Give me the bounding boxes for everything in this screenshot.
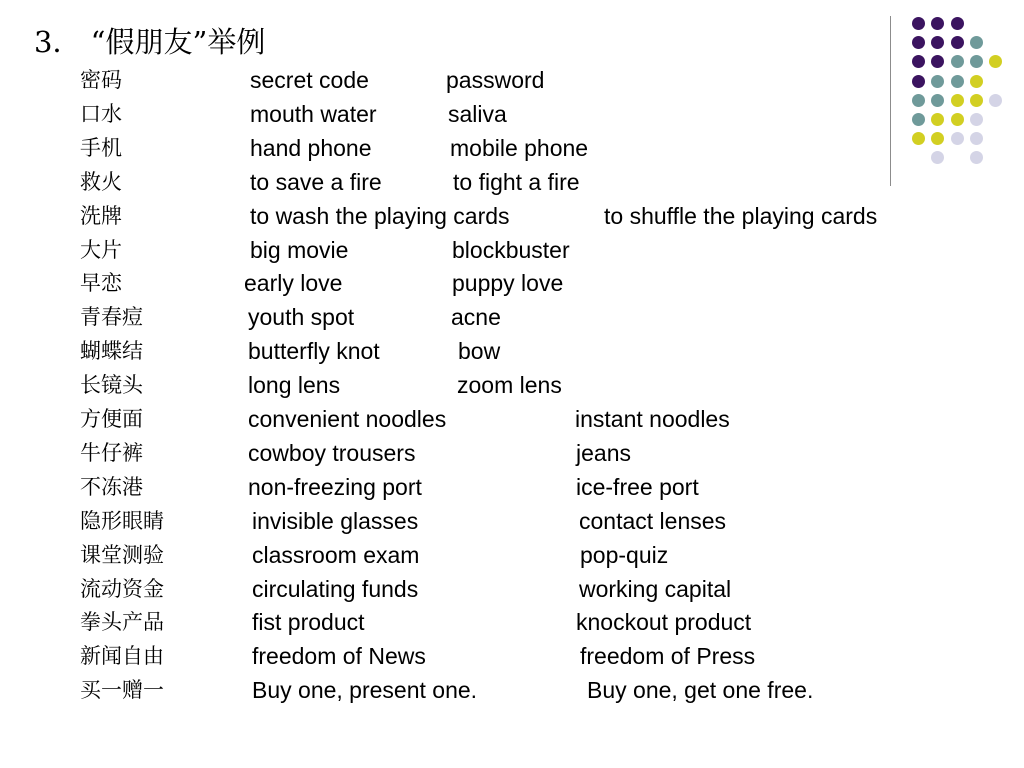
correct-translation: to fight a fire (453, 168, 580, 195)
correct-translation: jeans (576, 439, 631, 466)
correct-translation: ice-free port (576, 473, 699, 500)
literal-translation: early love (244, 270, 343, 297)
example-row (0, 300, 1024, 334)
correct-translation: puppy love (452, 270, 564, 297)
literal-translation: classroom exam (252, 541, 420, 568)
example-row (0, 673, 1024, 707)
chinese-term: 救火 (80, 169, 122, 194)
chinese-term: 新闻自由 (80, 644, 164, 669)
example-row (0, 538, 1024, 572)
decorative-dot (931, 17, 944, 30)
example-row (0, 504, 1024, 538)
example-row (0, 572, 1024, 606)
example-row (0, 470, 1024, 504)
chinese-term: 大片 (80, 237, 122, 262)
chinese-term: 方便面 (80, 407, 143, 431)
literal-translation: big movie (250, 236, 349, 263)
example-row (0, 436, 1024, 470)
chinese-term: 流动资金 (80, 576, 164, 601)
example-row (0, 199, 1024, 233)
chinese-term: 早恋 (80, 271, 122, 296)
decorative-dot (951, 17, 964, 30)
decorative-dot (931, 36, 944, 49)
chinese-term: 手机 (80, 135, 122, 160)
literal-translation: long lens (248, 372, 341, 399)
example-row (0, 97, 1024, 131)
decorative-dot (912, 17, 925, 30)
chinese-term: 洗牌 (80, 203, 122, 228)
example-row (0, 334, 1024, 368)
decorative-dot (970, 36, 983, 49)
correct-translation: Buy one, get one free. (587, 677, 814, 704)
correct-translation: mobile phone (450, 134, 589, 161)
example-row (0, 63, 1024, 97)
literal-translation: mouth water (250, 100, 377, 127)
correct-translation: instant noodles (575, 406, 730, 432)
chinese-term: 拳头产品 (80, 610, 164, 635)
example-row (0, 605, 1024, 639)
chinese-term: 口水 (80, 101, 122, 126)
correct-translation: password (446, 67, 545, 93)
chinese-term: 买一赠一 (80, 678, 164, 703)
decorative-dot (951, 36, 964, 49)
slide-title: 3． “假朋友”举例 (34, 25, 266, 59)
literal-translation: non-freezing port (248, 473, 422, 500)
correct-translation: to shuffle the playing cards (604, 202, 878, 229)
example-row (0, 368, 1024, 402)
correct-translation: working capital (579, 575, 732, 602)
correct-translation: contact lenses (579, 507, 727, 534)
decorative-dot (912, 36, 925, 49)
literal-translation: hand phone (250, 134, 372, 161)
chinese-term: 隐形眼睛 (80, 508, 164, 533)
literal-translation: to wash the playing cards (250, 202, 510, 229)
chinese-term: 蝴蝶结 (80, 339, 143, 364)
literal-translation: invisible glasses (252, 507, 419, 534)
chinese-term: 不冻港 (80, 474, 143, 499)
example-row (0, 266, 1024, 300)
example-row (0, 165, 1024, 199)
literal-translation: cowboy trousers (248, 439, 416, 466)
literal-translation: butterfly knot (248, 338, 380, 365)
correct-translation: freedom of Press (580, 643, 756, 670)
literal-translation: Buy one, present one. (252, 677, 478, 704)
chinese-term: 长镜头 (80, 373, 143, 398)
correct-translation: knockout product (576, 609, 752, 636)
chinese-term: 课堂测验 (80, 542, 164, 567)
literal-translation: secret code (250, 67, 369, 93)
correct-translation: bow (458, 338, 501, 365)
correct-translation: blockbuster (452, 236, 570, 263)
literal-translation: convenient noodles (248, 406, 447, 432)
correct-translation: zoom lens (457, 372, 562, 399)
literal-translation: circulating funds (252, 575, 419, 602)
chinese-term: 密码 (80, 68, 122, 92)
correct-translation: saliva (448, 100, 507, 127)
example-row (0, 639, 1024, 673)
example-row (0, 402, 1024, 436)
chinese-term: 牛仔裤 (80, 440, 143, 465)
literal-translation: youth spot (248, 304, 355, 331)
correct-translation: pop-quiz (580, 541, 669, 568)
literal-translation: fist product (252, 609, 365, 636)
chinese-term: 青春痘 (80, 305, 143, 330)
literal-translation: freedom of News (252, 643, 426, 670)
example-row (0, 233, 1024, 267)
literal-translation: to save a fire (250, 168, 382, 195)
correct-translation: acne (451, 304, 501, 331)
example-row (0, 131, 1024, 165)
